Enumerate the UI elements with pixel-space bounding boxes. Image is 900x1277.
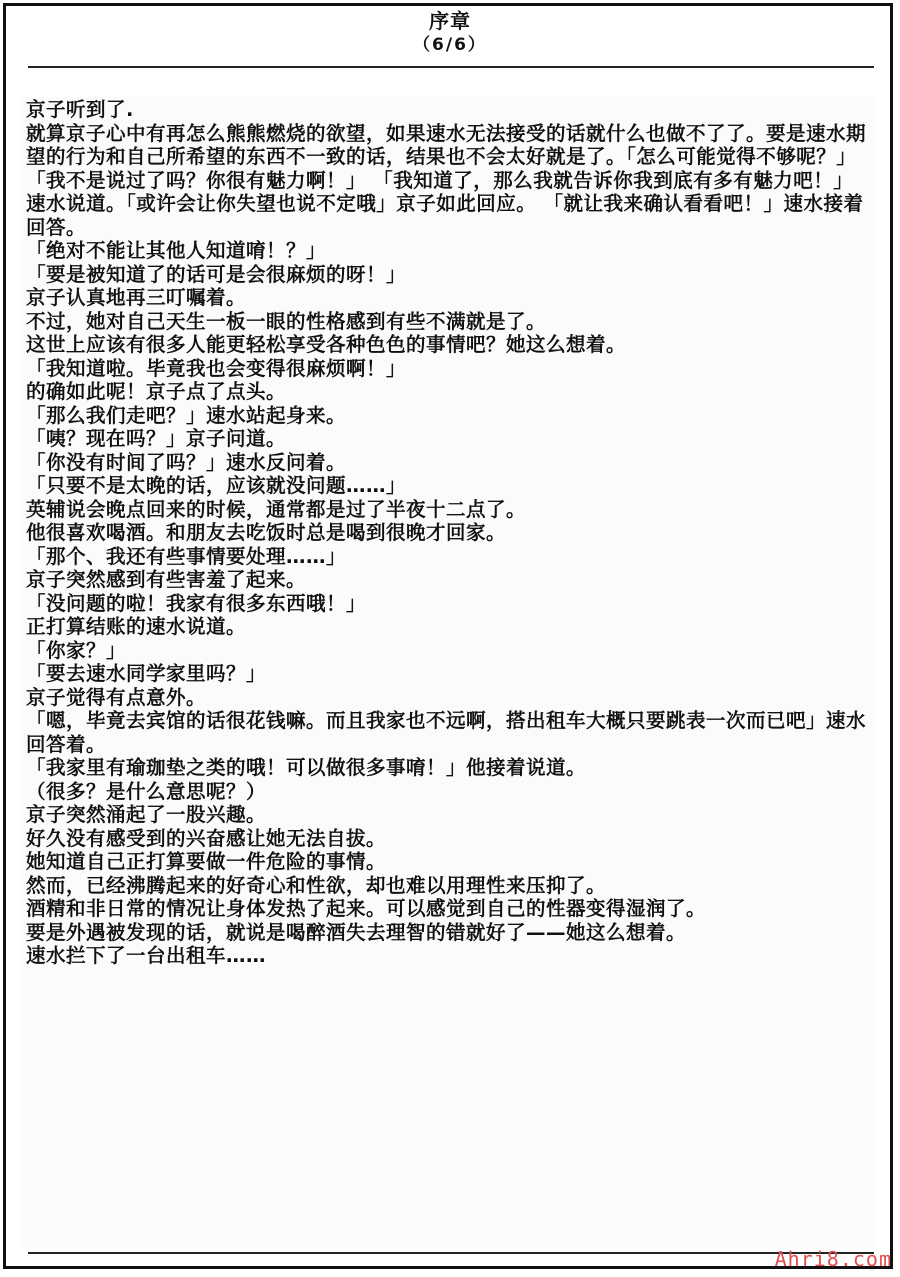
paragraph: （很多？是什么意思呢？） [26, 779, 267, 803]
paragraph: 「你家？」 [26, 638, 127, 662]
paragraph: 「只要不是太晚的话，应该就没问题……」 [26, 474, 407, 497]
paragraph: 不过，她对自己天生一板一眼的性格感到有些不满就是了。 [26, 309, 547, 333]
site-watermark: Ahri8.com [774, 1247, 892, 1271]
body-text [26, 98, 876, 968]
paragraph: 然而，已经沸腾起来的好奇心和性欲，却也难以用理性来压抑了。 [26, 873, 607, 897]
paragraph: 速水拦下了一台出租车…… [26, 944, 267, 967]
paragraph: 「我知道啦。毕竟我也会变得很麻烦啊！」 [26, 356, 407, 380]
paragraph: 酒精和非日常的情况让身体发热了起来。可以感觉到自己的性器变得湿润了。 [26, 897, 707, 920]
footer-divider [28, 1252, 874, 1254]
paragraph: 京子突然涌起了一股兴趣。 [26, 803, 267, 826]
paragraph: 「那么我们走吧？」速水站起身来。 [26, 403, 347, 427]
paragraph: 好久没有感受到的兴奋感让她无法自拔。 [26, 826, 387, 850]
paragraph: 「要是被知道了的话可是会很麻烦的呀！」 [26, 262, 407, 286]
paragraph: 的确如此呢！京子点了点头。 [26, 380, 287, 403]
paragraph: 京子认真地再三叮嘱着。 [26, 286, 247, 309]
page-header [0, 8, 900, 56]
paragraph: 京子听到了. [26, 98, 134, 121]
paragraph: 「要去速水同学家里吗？」 [26, 662, 267, 685]
paragraph: 京子突然感到有些害羞了起来。 [26, 568, 307, 591]
paragraph: 「绝对不能让其他人知道唷！？」 [26, 239, 327, 262]
paragraph: 「没问题的啦！我家有很多东西哦！」 [26, 591, 367, 615]
header-divider [28, 66, 874, 68]
paragraph: 「咦？现在吗？」京子问道。 [26, 427, 287, 450]
paragraph: 「嗯，毕竟去宾馆的话很花钱嘛。而且我家也不远啊，搭出租车大概只要跳表一次而已吧」速水回答着。 [26, 709, 867, 756]
paragraph: 她知道自己正打算要做一件危险的事情。 [26, 850, 387, 873]
paragraph: 他很喜欢喝酒。和朋友去吃饭时总是喝到很晚才回家。 [26, 521, 507, 544]
paragraph: 「你没有时间了吗？」速水反问着。 [26, 450, 347, 474]
paragraph: 就算京子心中有再怎么熊熊燃烧的欲望，如果速水无法接受的话就什么也做不了了。要是速水期望的行为和自己所希望的东西不一致的话，结果也不会太好就是了。「怎么可能觉得不够呢？」 「我不是说过了吗？你很有魅力啊！」 「我知道了，那么我就告诉你我到底有多有魅力吧！」 速水说道。「或许会让你失望也说不定哦」京子如此回应。 「就让我来确认看看吧！」速水接着回答。 [26, 121, 867, 239]
paragraph: 这世上应该有很多人能更轻松享受各种色色的事情吧？她这么想着。 [26, 333, 627, 356]
paragraph: 英辅说会晚点回来的时候，通常都是过了半夜十二点了。 [26, 497, 527, 521]
paragraph: 京子觉得有点意外。 [26, 685, 207, 709]
paragraph: 「我家里有瑜珈垫之类的哦！可以做很多事唷！」他接着说道。 [26, 756, 587, 779]
paragraph: 「那个、我还有些事情要处理……」 [26, 544, 347, 568]
chapter-title: 序章 [429, 9, 471, 33]
page-indicator: （6/6） [413, 35, 487, 55]
paragraph: 要是外遇被发现的话，就说是喝醉酒失去理智的错就好了——她这么想着。 [26, 920, 687, 944]
paragraph: 正打算结账的速水说道。 [26, 615, 247, 638]
